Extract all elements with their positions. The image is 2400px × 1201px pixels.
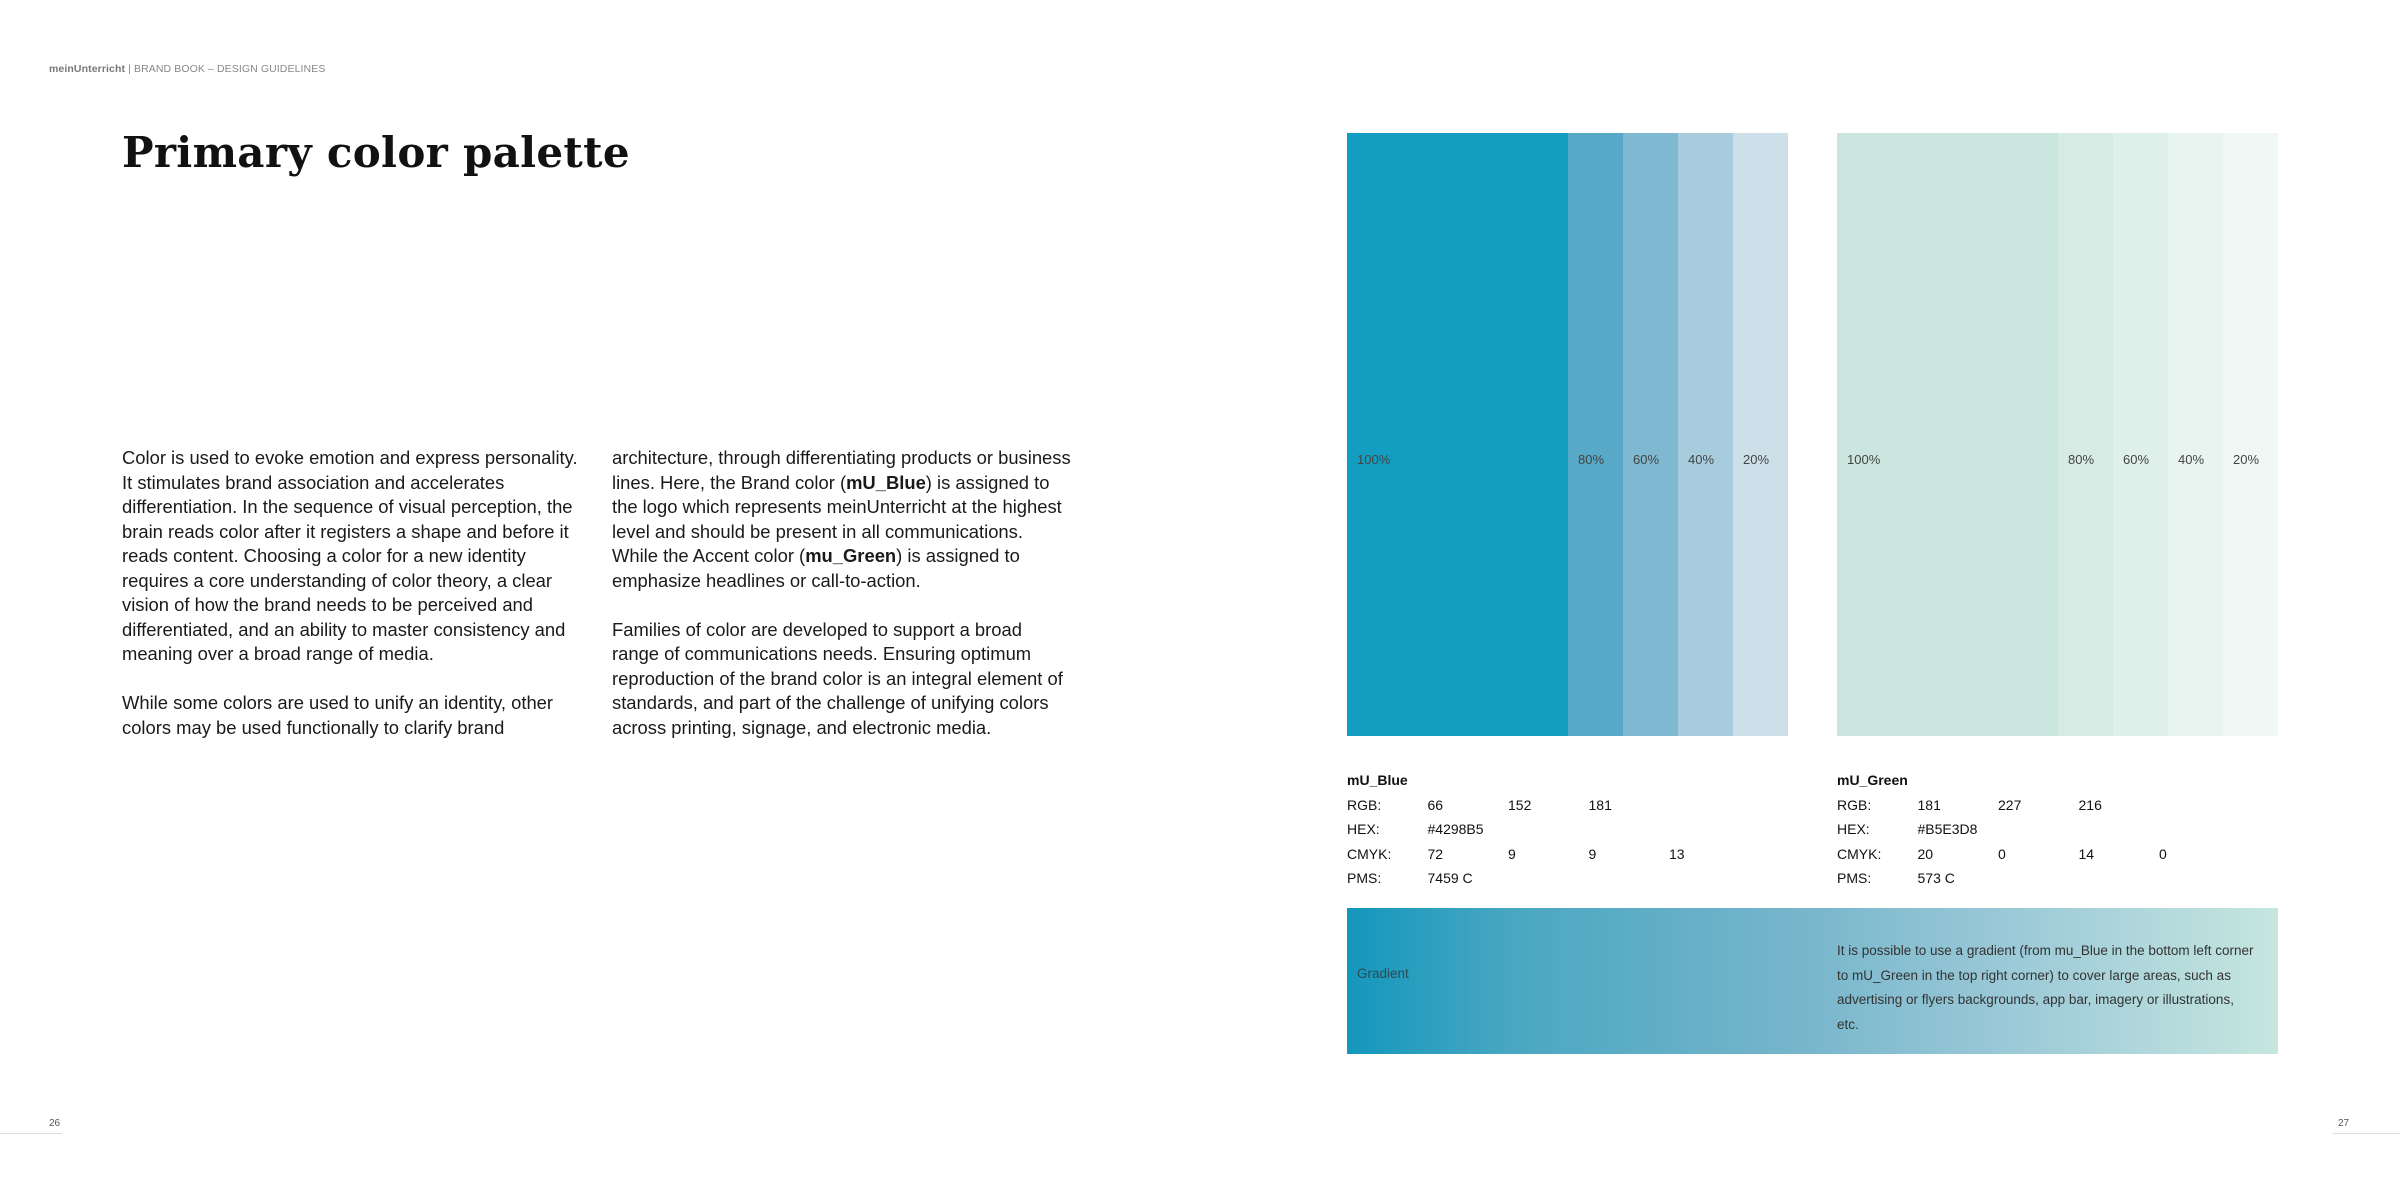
running-header [49,63,325,75]
rgb-row: RGB: 181 227 216 [1837,796,2102,813]
blue-swatch-80 [1568,133,1623,736]
swatch-label: 20% [2233,452,2260,467]
green-swatch-40 [2168,133,2223,736]
header-separator: | [125,63,134,75]
body-column-right [612,446,1072,765]
body-paragraph: While some colors are used to unify an identity, other colors may be used functionally to clarify brand [122,692,554,738]
blue-tint-swatches [1347,133,1788,736]
brand-color-name: mU_Blue [846,471,926,493]
footer-rule-right [2333,1133,2400,1134]
gradient-label: Gradient [1357,966,1409,981]
blue-swatch-40 [1678,133,1733,736]
swatch-label: 80% [2068,452,2095,467]
rgb-row: RGB: 66 152 181 [1347,796,1612,813]
green-swatch-60 [2113,133,2168,736]
swatch-label: 40% [1688,452,1715,467]
green-color-specs [1837,768,2240,891]
color-name: mU_Green [1837,772,1908,788]
swatch-label: 60% [1633,452,1660,467]
header-brand: meinUnterricht [49,63,126,75]
pms-row: PMS: 7459 C [1347,870,1473,886]
blue-swatch-20 [1733,133,1788,736]
swatch-label: 60% [2123,452,2150,467]
body-column-left [122,446,582,765]
swatch-label: 80% [1578,452,1605,467]
blue-swatch-60 [1623,133,1678,736]
hex-row: HEX: #4298B5 [1347,821,1484,837]
swatch-label: 100% [1847,452,1881,467]
cmyk-row: CMYK: 72 9 9 13 [1347,845,1685,862]
swatch-label: 20% [1743,452,1770,467]
blue-swatch-100 [1347,133,1568,736]
page-number-left: 26 [49,1118,61,1129]
page-number-right: 27 [2338,1118,2350,1129]
green-swatch-20 [2223,133,2278,736]
green-swatch-80 [2058,133,2113,736]
body-paragraph: Color is used to evoke emotion and express personality. It stimulates brand association and accelerates differentiation. In the sequence of visual perception, the brain reads color after it registers a shape and before it reads content. Choosing a color for a new identity requires a core understanding of color theory, a clear vision of how the brand needs to be perceived and differentiated, and an ability to master consistency and meaning over a broad range of media. [122,447,578,664]
swatch-label: 40% [2178,452,2205,467]
gradient-swatch [1347,908,2278,1054]
swatch-label: 100% [1357,452,1391,467]
green-swatch-100 [1837,133,2058,736]
hex-row: HEX: #B5E3D8 [1837,821,1978,837]
body-paragraph: architecture, through differentiating products or business lines. Here, the Brand color (mU_Blue) is assigned to the logo which represents meinUnterricht at the highest level and should be present in all communications. While the Accent color (mu_Green) is assigned to emphasize headlines or call-to-action. [612,447,1071,591]
blue-color-specs [1347,768,1750,891]
page-title: Primary color palette [122,128,630,177]
body-paragraph: Families of color are developed to support a broad range of communications needs. Ensuring optimum reproduction of the brand color is an integral element of standards, and part of the challenge of unifying colors across printing, signage, and electronic media. [612,618,1063,738]
footer-rule-left [0,1133,62,1134]
pms-row: PMS: 573 C [1837,870,1955,886]
gradient-description: It is possible to use a gradient (from mu_Blue in the bottom left corner to mU_Green in the top right corner) to cover large areas, such as advertising or flyers backgrounds, app bar, imagery or illustrations, etc. [1837,943,2254,1032]
green-tint-swatches [1837,133,2278,736]
header-subtitle: BRAND BOOK – DESIGN GUIDELINES [133,63,326,75]
color-name: mU_Blue [1347,772,1408,788]
cmyk-row: CMYK: 20 0 14 0 [1837,845,2167,862]
accent-color-name: mu_Green [805,545,897,566]
